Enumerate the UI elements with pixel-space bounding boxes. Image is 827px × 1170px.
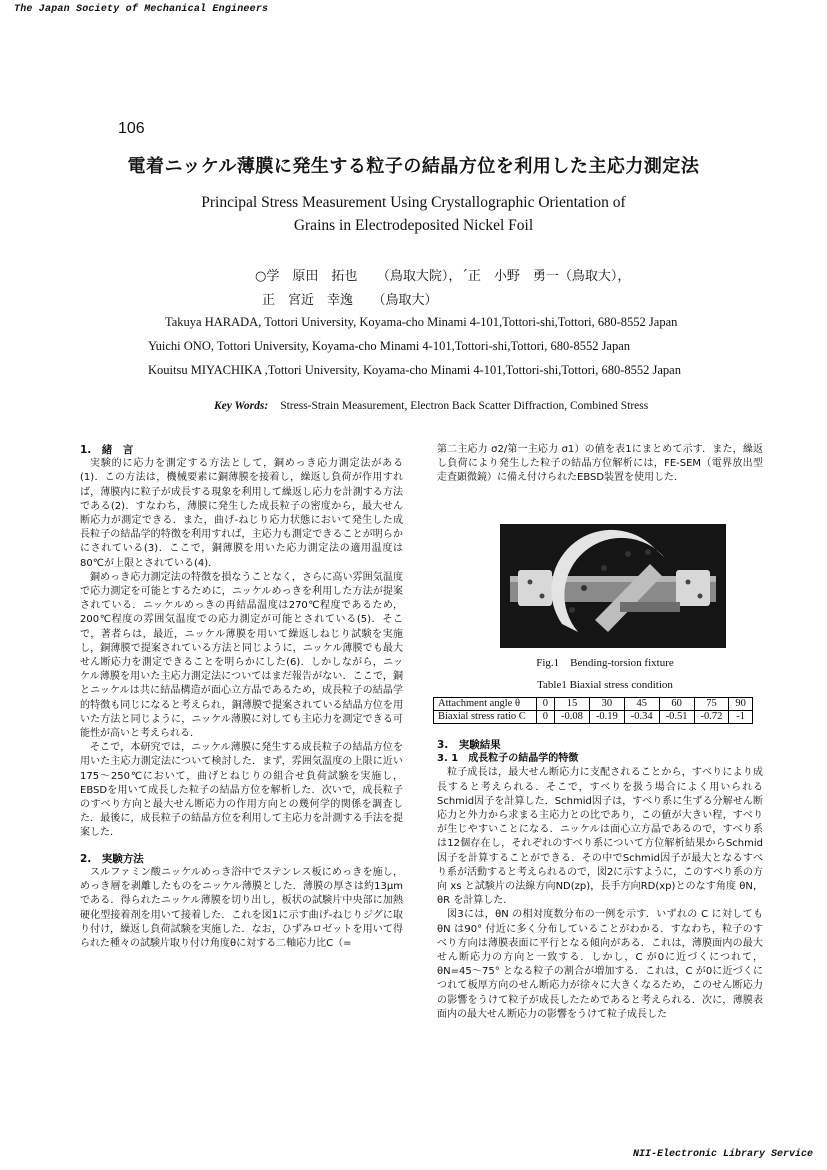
table-cell: 0 [536,698,554,711]
table-cell: 0 [536,711,554,724]
table-cell: 75 [694,698,729,711]
section-1-paragraph-1: 実験的に応力を測定する方法として，銅めっき応力測定法がある(1)．この方法は，機械要素に銅薄膜を接着し，繰返し負荷が作用すれば，薄膜内に粒子が成長する現象を利用して繰返し応力を計測する方法である(2)．すなわち，薄膜に発生した成長粒子の密度から，最大せん断応力が測定できる．また，曲げ-ねじり応力状態において発生した成長粒子の結晶学的特徴を利用すれば，主応力も測定できることが明らかにされている(3)．ここで，銅薄膜を用いた応力測定法の適用温度は80℃が上限とされている(4)． [80,458,403,569]
table-cell: -0.08 [555,711,590,724]
table-cell: -1 [729,711,753,724]
section-1-heading: 1. 緒 言 [80,444,134,456]
section-2-heading: 2. 実験方法 [80,852,144,865]
keywords-label: Key Words: [214,400,269,412]
section-1-paragraph-3: そこで，本研究では，ニッケル薄膜に発生する成長粒子の結晶方位を用いた主応力測定法について検討した．まず，雰囲気温度の上限に近い175～250℃において，曲げとねじりの組合せ負荷試験を実施し，EBSDを用いて成長した粒子の結晶方位を解析した．次いで，成長粒子のすべり方向と最大せん断応力の作用方向との幾何学的関係を調査した．最後に，成長粒子の結晶方位を利用して主応力を計測する手法を提案した． [80,742,403,839]
right-column-top [437,443,763,486]
title-english-line-2: Grains in Electrodeposited Nickel Foil [293,217,534,234]
author-affiliation-2: Yuichi ONO, Tottori University, Koyama-cho Minami 4-101,Tottori-shi,Tottori, 680-8552 Japan [148,339,631,353]
table-cell: -0.72 [694,711,729,724]
table-cell: 30 [589,698,624,711]
section-3-1-heading: 3. 1 成長粒子の結晶学的特徴 [437,753,579,765]
table-row-label: Attachment angle θ [434,698,537,711]
section-3-1-paragraph-2: 図3には，θN の相対度数分布の一例を示す．いずれの C に対しても θN は90° 付近に多く分布していることがわかる．すなわち，粒子のすべり方向は薄膜表面に平行となる傾向がある．これは，薄膜面内の最大せん断応力の方向と一致する．しかし，C が0に近づくにつれて，θN=45～75° となる粒子の割合が増加する．これは，C が0に近づくにつれて板厚方向のせん断応力が徐々に大きくなるため，このせん断応力の影響をうけて粒子が成長したためであると考えられる．次に，薄膜表面内の最大せん断応力の影響をうけて粒子成長した [437,909,763,1020]
table-cell: 90 [729,698,753,711]
section-1-paragraph-2: 銅めっき応力測定法の特徴を損なうことなく，さらに高い雰囲気温度で応力測定を可能とするために，ニッケルめっきを利用した方法が提案されている．ニッケルめっきの再結晶温度は270℃程度であるため，200℃程度の雰囲気温度での応力測定が可能とされている(5)．そこで，著者らは，最近，ニッケル薄膜を用いて繰返しねじり試験を実施し，銅薄膜で提案されている方法と同じように，ニッケル薄膜でも最大せん断応力を測定できることを明らかにした(6)．しかしながら，ニッケル薄膜を用いた主応力測定法についてはまだ報告がない．ここで，銅とニッケルは共に結晶構造が面心立方晶であるため，成長粒子の結晶学的特徴も同じになると考えられ，銅薄膜で提案されている結晶方位を用いた方法と同じように，ニッケル薄膜に対しても主応力を測定できる可能性が高いと考えられる． [80,571,403,740]
left-column [80,443,403,951]
title-english [0,191,827,237]
right-column-bottom [437,738,763,1022]
authors-japanese-line-1: ○学 原田 拓也 （鳥取大院），´正 小野 勇一（鳥取大）， [255,269,631,284]
authors-japanese-line-2: 正 宮近 幸逸 （鳥取大） [262,293,438,308]
keywords-text: Stress-Strain Measurement, Electron Back Scatter Diffraction, Combined Stress [280,400,649,412]
figure-1-caption: Fig.1 Bending-torsion fixture [536,657,674,669]
table-row [434,711,753,724]
section-3-1-paragraph-1: 粒子成長は，最大せん断応力に支配されることから，すべりにより成長すると考えられる．そこで，すべりを扱う場合によく用いられるSchmid因子を計算した．Schmid因子は，すべり系に生ずる分解せん断応力と外力から求まる主応力との比であり，この値が大きい程，すべりが生じやすいことになる．ニッケルは面心立方晶であるので，すべり系は12個存在し，それぞれのすべり系について方位解析結果からSchmid因子を計算することができる．その中でSchmid因子が最大となるすべり系が活動すると考えられるので，図2に示すように，このすべり系の方向 xs と試験片の法線方向ND(zp)，長手方向RD(xp)とのなす角度 θN，θR を計算した． [437,767,763,907]
section-3-heading: 3. 実験結果 [437,739,501,751]
table-cell: 15 [555,698,590,711]
author-affiliation-1: Takuya HARADA, Tottori University, Koyama-cho Minami 4-101,Tottori-shi,Tottori, 680-8552 Japan [165,315,678,329]
author-affiliation-3: Kouitsu MIYACHIKA ,Tottori University, Koyama-cho Minami 4-101,Tottori-shi,Tottori, 680-8552 Japan [148,363,681,377]
table-cell: 60 [659,698,694,711]
fixture-illustration [500,524,726,648]
keywords [214,400,648,412]
table-cell: -0.51 [659,711,694,724]
library-footer: NII-Electronic Library Service [632,1149,813,1160]
society-header: The Japan Society of Mechanical Engineers [14,4,269,15]
table-1-caption: Table1 Biaxial stress condition [537,679,673,691]
biaxial-stress-table [433,697,753,724]
table-cell: 45 [624,698,659,711]
table-cell: -0.19 [589,711,624,724]
title-japanese: 電着ニッケル薄膜に発生する粒子の結晶方位を利用した主応力測定法 [127,156,700,177]
table-row [434,698,753,711]
table-row-label: Biaxial stress ratio C [434,711,537,724]
table-cell: -0.34 [624,711,659,724]
page-number: 106 [118,120,145,137]
section-2-paragraph-continued: 第二主応力 σ2/第一主応力 σ1）の値を表1にまとめて示す．また，繰返し負荷により発生した粒子の結晶方位解析には，FE-SEM（電界放出型走査顕微鏡）に備え付けられたEBSD装置を使用した． [437,444,763,484]
bending-torsion-fixture-photo [500,524,726,648]
title-english-line-1: Principal Stress Measurement Using Crystallographic Orientation of [201,194,626,211]
section-2-paragraph-1: スルファミン酸ニッケルめっき浴中でステンレス板にめっきを施し，めっき層を剥離したものをニッケル薄膜とした．薄膜の厚さは約13μmである．得られたニッケル薄膜を切り出し，板状の試験片中央部に加熱硬化型接着剤を用いて接着した．これを図1に示す曲げ-ねじりジグに取り付け，繰返し負荷試験を実施した．なお，ひずみロゼットを用いて得られた種々の試験片取り付け角度θに対する二軸応力比C（= [80,866,403,949]
